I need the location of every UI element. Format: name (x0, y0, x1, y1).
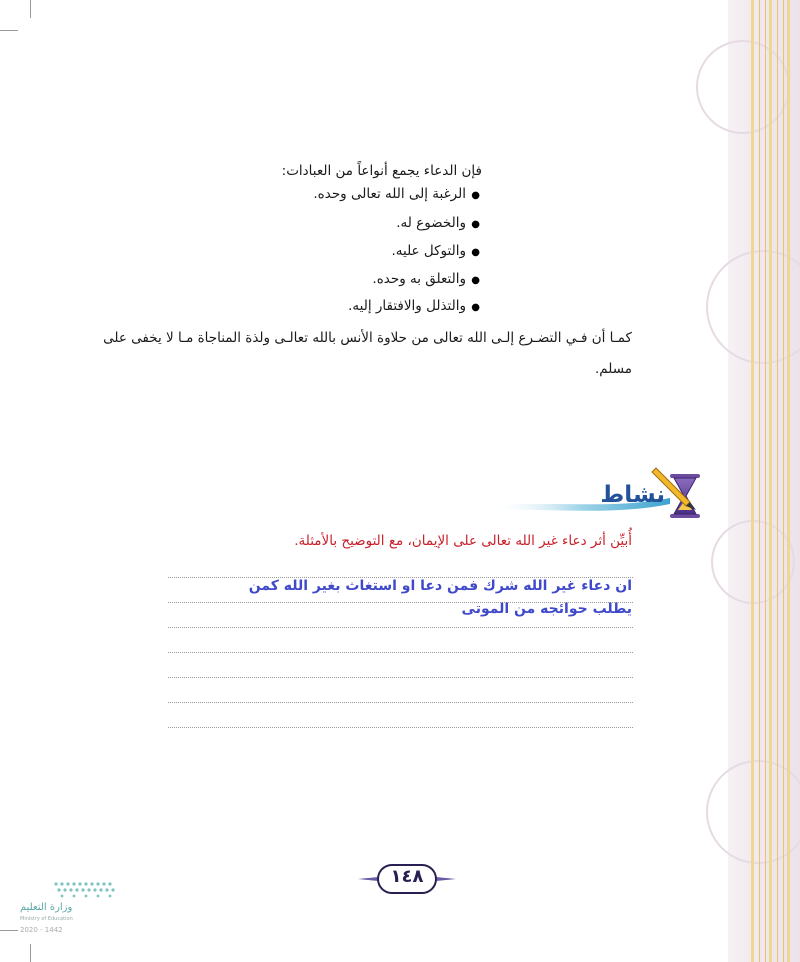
answer-line (168, 702, 633, 703)
list-item: ● الرغبة إلى الله تعالى وحده. (313, 186, 480, 202)
list-item: ● والخضوع له. (396, 215, 480, 231)
paragraph-intro: فإن الدعاء يجمع أنواعاً من العبادات: (281, 163, 482, 179)
handwritten-answer-line-1[interactable]: ان دعاء غير الله شرك فمن دعا او استغاث بغير الله كمن (248, 578, 632, 594)
paragraph-closing-end: مسلم. (594, 361, 632, 377)
list-item: ● والتذلل والافتقار إليه. (348, 298, 480, 314)
crop-mark-left-bottom (0, 930, 18, 931)
answer-line (168, 727, 633, 728)
bullet-icon: ● (471, 190, 480, 201)
list-item: ● والتوكل عليه. (391, 243, 480, 259)
answer-line (168, 627, 633, 628)
paragraph-closing: كمـا أن فـي التضـرع إلـى الله تعالى من حلاوة الأنس بالله تعالـى ولذة المناجاة مـا لا يخفى على (103, 330, 632, 346)
ministry-logo (20, 880, 120, 940)
bullet-icon: ● (471, 247, 480, 258)
ministry-year: 2020 - 1442 (20, 926, 63, 934)
answer-line (168, 677, 633, 678)
list-item: ● والتعلق به وحده. (372, 271, 480, 287)
answer-line (168, 652, 633, 653)
ministry-name: وزارة التعليم (20, 902, 73, 913)
activity-title: نشاط (600, 482, 665, 508)
bullet-icon: ● (471, 219, 480, 230)
dots-pattern-icon (52, 880, 118, 898)
ministry-name-english: Ministry of Education (20, 916, 73, 922)
activity-question: أُبيِّن أثر دعاء غير الله تعالى على الإيمان، مع التوضيح بالأمثلة. (294, 533, 632, 549)
hourglass-icon (670, 474, 700, 518)
page-number: ١٤٨ (390, 866, 424, 887)
handwritten-answer-line-2[interactable]: يطلب حوائجه من الموتى (461, 601, 632, 617)
bullet-list (0, 0, 800, 330)
crop-mark-bottom-left (30, 944, 31, 962)
bullet-icon: ● (471, 275, 480, 286)
bullet-icon: ● (471, 302, 480, 313)
